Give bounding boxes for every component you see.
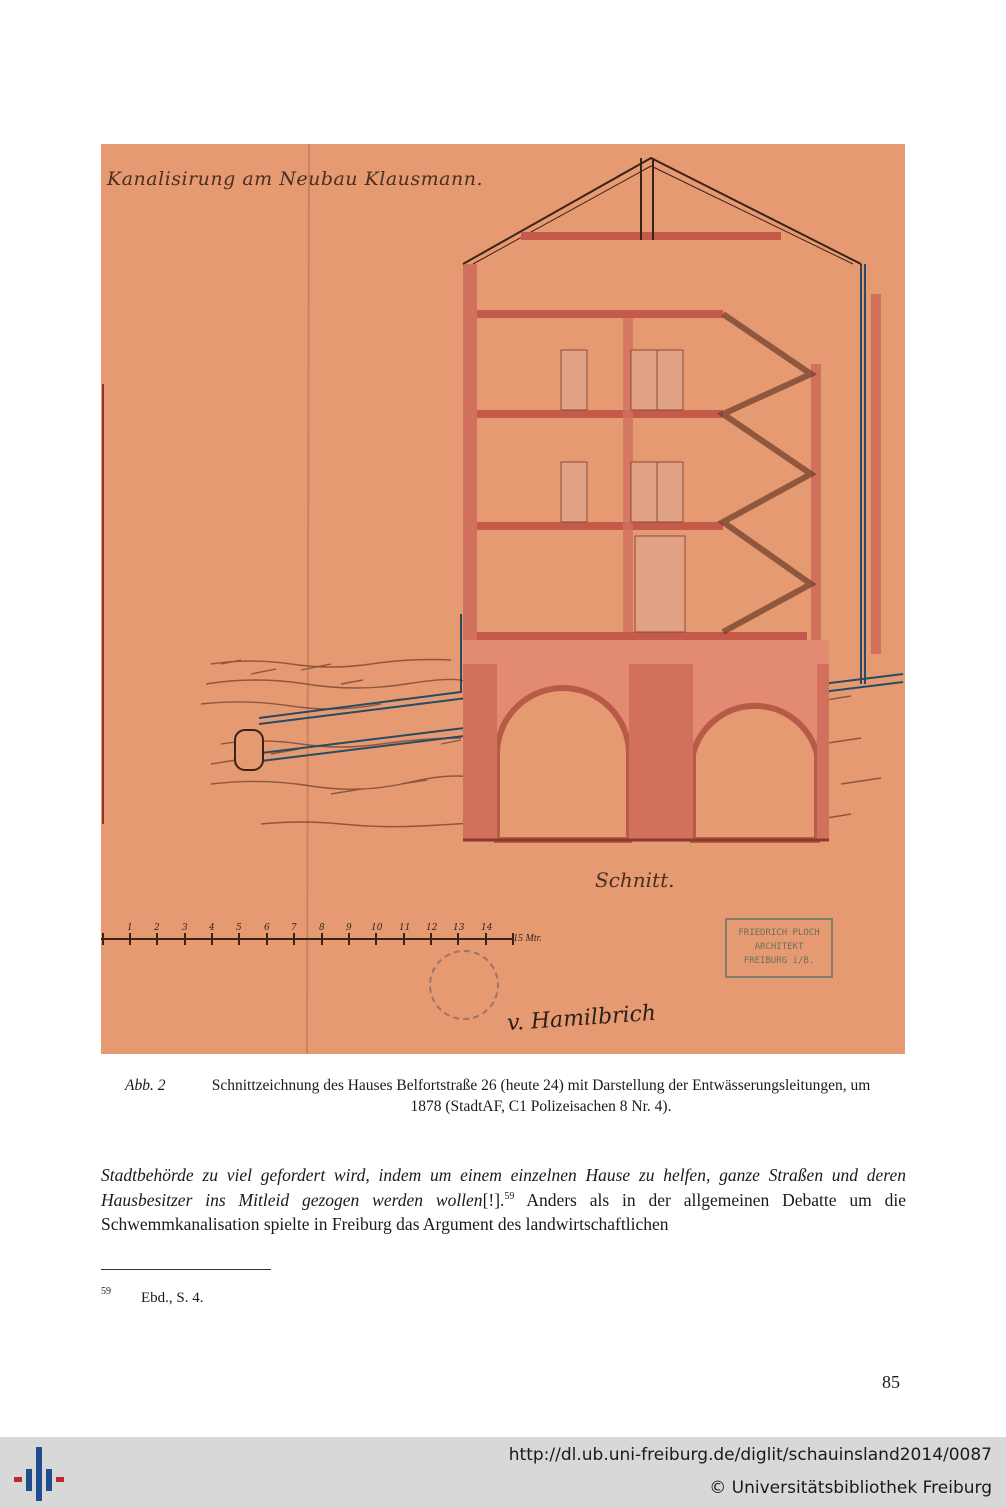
scale-tick-label: 4	[209, 923, 215, 933]
footnote-reference[interactable]: 59	[504, 1190, 515, 1202]
body-bracket: [!].	[482, 1189, 505, 1210]
scale-tick-label: 1	[127, 923, 133, 933]
building-section	[463, 158, 881, 840]
stamp-line: FREIBURG i/B.	[743, 956, 815, 966]
caption-label: Abb. 2	[125, 1077, 166, 1094]
drawing-title: Kanalisirung am Neubau Klausmann.	[107, 168, 484, 190]
scale-tick-label: 3	[182, 923, 188, 933]
copyright-text: © Universitätsbibliothek Freiburg	[709, 1478, 992, 1498]
footnote-divider	[101, 1269, 271, 1270]
scale-tick-label: 2	[154, 923, 160, 933]
page-number: 85	[882, 1372, 900, 1392]
scale-tick-label: 5	[236, 923, 242, 933]
section-label: Schnitt.	[595, 868, 675, 892]
signature: v. Hamilbrich	[506, 1000, 657, 1037]
scale-tick-label: 12	[426, 923, 438, 933]
footnote-text: Ebd., S. 4.	[141, 1290, 204, 1306]
scale-tick-label: 14	[481, 923, 493, 933]
scale-tick-label: 8	[319, 923, 325, 933]
caption-text: Schnittzeichnung des Hauses Belfortstraße 26 (heute 24) mit Darstellung der Entwässerungsleitungen, um 1878 (StadtAF, C1 Polizeisachen 8 Nr. 4).	[211, 1077, 871, 1115]
library-logo-icon	[14, 1447, 64, 1501]
scale-tick-label: 6	[264, 923, 270, 933]
scale-tick-label: 13	[453, 923, 465, 933]
architect-stamp	[725, 918, 833, 978]
stamp-line: FRIEDRICH PLOCH	[738, 928, 820, 938]
round-seal-stamp	[429, 950, 499, 1020]
scale-tick-label: 9	[346, 923, 352, 933]
stamp-line: ARCHITEKT	[754, 942, 804, 952]
scale-tick-labels	[127, 923, 493, 933]
scale-tick-label: 10	[371, 923, 383, 933]
footer-bar	[0, 1437, 1006, 1508]
scale-unit-label: 15 Mtr.	[513, 933, 542, 944]
architectural-drawing-figure	[101, 144, 905, 1054]
document-url-link[interactable]: http://dl.ub.uni-freiburg.de/diglit/schauinsland2014/0087	[508, 1445, 992, 1465]
body-paragraph	[101, 1163, 906, 1237]
scale-tick-label: 11	[399, 923, 411, 933]
footnote-number: 59	[101, 1286, 111, 1297]
body-italic-quote: Stadtbehörde zu viel gefordert wird, indem um einem einzelnen Hause zu helfen, ganze Straßen und deren Hausbesitzer ins Mitleid gezogen werden wollen	[101, 1165, 906, 1210]
scale-tick-label: 7	[291, 923, 297, 933]
body-text-rest: Anders als in der allgemeinen Debatte um die Schwemmkanalisation spielte in Freiburg das Argument des landwirtschaftlichen	[101, 1189, 906, 1234]
